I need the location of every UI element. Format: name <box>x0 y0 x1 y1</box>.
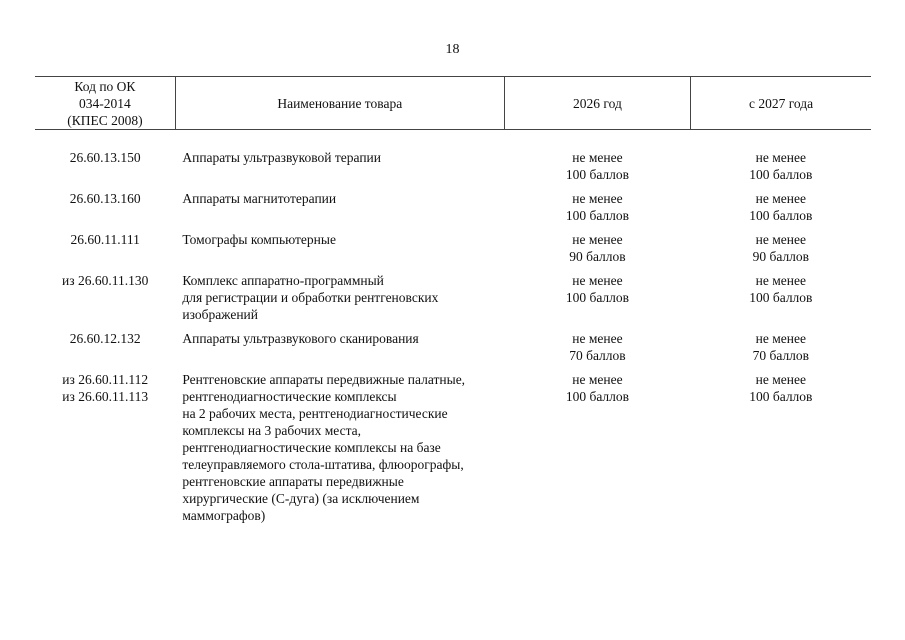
code-cell <box>35 371 175 531</box>
header-spacer <box>35 130 871 150</box>
value-line: 100 баллов <box>749 208 813 223</box>
code-line: из 26.60.11.112 <box>62 372 149 387</box>
value-line: 100 баллов <box>565 167 630 182</box>
value-2026-cell <box>504 190 690 231</box>
value-line: не менее <box>755 232 806 247</box>
value-line: не менее <box>755 191 806 206</box>
name-line: Томографы компьютерные <box>182 232 336 247</box>
header-year-2027: с 2027 года <box>691 77 871 130</box>
code-cell <box>35 190 175 231</box>
header-year-2026: 2026 год <box>504 77 690 130</box>
code-cell <box>35 231 175 272</box>
header-code <box>35 77 175 130</box>
header-name: Наименование товара <box>175 77 504 130</box>
name-line: рентгенодиагностические комплексы <box>182 389 397 404</box>
name-line: для регистрации и обработки рентгеновских <box>182 290 439 305</box>
name-line: на 2 рабочих места, рентгенодиагностические <box>182 406 448 421</box>
products-table <box>35 76 871 531</box>
name-line: рентгенодиагностические комплексы на базе <box>182 440 441 455</box>
header-code-line: 034-2014 <box>79 96 131 111</box>
code-cell <box>35 330 175 371</box>
table-row <box>35 330 871 371</box>
value-line: не менее <box>572 232 623 247</box>
value-2026-cell <box>504 330 690 371</box>
value-2026-cell <box>504 371 690 531</box>
code-line: 26.60.13.160 <box>69 191 141 206</box>
value-line: не менее <box>755 331 806 346</box>
value-2027-cell <box>691 190 871 231</box>
name-line: Аппараты магнитотерапии <box>182 191 337 206</box>
page-number: 18 <box>445 42 460 57</box>
table-header-row <box>35 77 871 130</box>
value-line: 100 баллов <box>749 167 813 182</box>
name-line: хирургические (С-дуга) (за исключением <box>182 491 420 506</box>
table-row <box>35 149 871 190</box>
name-cell <box>175 231 504 272</box>
code-cell <box>35 272 175 330</box>
value-line: не менее <box>755 372 806 387</box>
code-line: из 26.60.11.113 <box>62 389 149 404</box>
value-line: 90 баллов <box>752 249 810 264</box>
name-line: Аппараты ультразвукового сканирования <box>182 331 419 346</box>
name-line: изображений <box>182 307 258 322</box>
value-line: 100 баллов <box>565 389 630 404</box>
table-row <box>35 231 871 272</box>
name-line: Комплекс аппаратно-программный <box>182 273 384 288</box>
value-2027-cell <box>691 371 871 531</box>
code-line: из 26.60.11.130 <box>62 273 149 288</box>
table-row <box>35 190 871 231</box>
value-line: 70 баллов <box>569 348 626 363</box>
code-line: 26.60.13.150 <box>69 150 141 165</box>
name-cell <box>175 371 504 531</box>
value-line: 100 баллов <box>565 290 630 305</box>
name-cell <box>175 149 504 190</box>
code-line: 26.60.12.132 <box>69 331 141 346</box>
name-cell <box>175 190 504 231</box>
value-line: не менее <box>572 191 623 206</box>
name-line: Аппараты ультразвуковой терапии <box>182 150 381 165</box>
name-line: телеуправляемого стола-штатива, флюорографы, <box>182 457 464 472</box>
name-line: Рентгеновские аппараты передвижные палатные, <box>182 372 466 387</box>
code-line: 26.60.11.111 <box>70 232 140 247</box>
name-line: маммографов) <box>182 508 266 523</box>
table-row <box>35 371 871 531</box>
value-line: 100 баллов <box>565 208 630 223</box>
value-line: 100 баллов <box>749 290 813 305</box>
header-code-line: (КПЕС 2008) <box>67 113 143 128</box>
value-line: 100 баллов <box>749 389 813 404</box>
value-line: не менее <box>755 150 806 165</box>
code-cell <box>35 149 175 190</box>
table-row <box>35 272 871 330</box>
name-line: рентгеновские аппараты передвижные <box>182 474 404 489</box>
value-2026-cell <box>504 272 690 330</box>
header-code-line: Код по ОК <box>74 79 136 94</box>
value-line: не менее <box>572 150 623 165</box>
value-line: 90 баллов <box>569 249 626 264</box>
value-line: не менее <box>572 372 623 387</box>
value-2027-cell <box>691 330 871 371</box>
name-line: комплексы на 3 рабочих места, <box>182 423 362 438</box>
value-2027-cell <box>691 272 871 330</box>
value-2027-cell <box>691 149 871 190</box>
value-line: не менее <box>572 273 623 288</box>
name-cell <box>175 330 504 371</box>
value-line: не менее <box>755 273 806 288</box>
name-cell <box>175 272 504 330</box>
value-2026-cell <box>504 149 690 190</box>
value-2026-cell <box>504 231 690 272</box>
value-2027-cell <box>691 231 871 272</box>
value-line: не менее <box>572 331 623 346</box>
value-line: 70 баллов <box>752 348 810 363</box>
